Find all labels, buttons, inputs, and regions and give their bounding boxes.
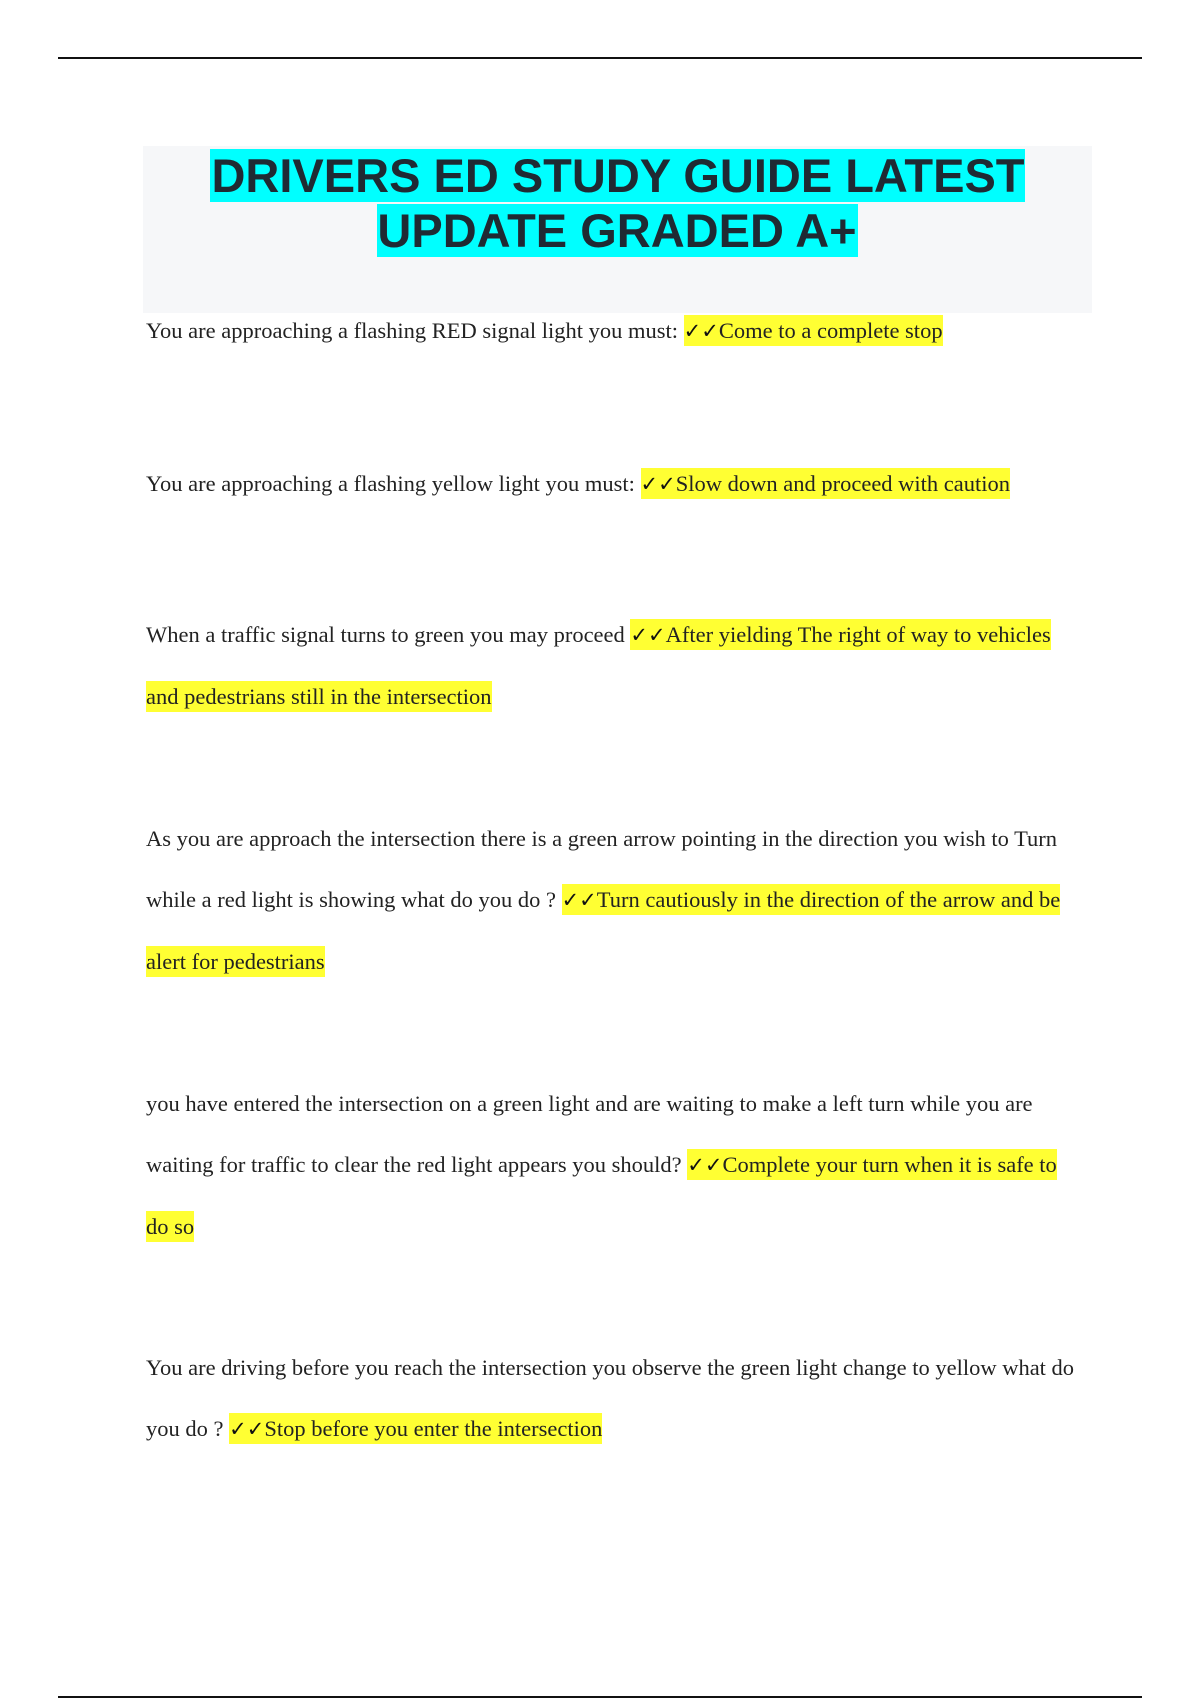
check-icon: ✓✓ xyxy=(630,623,666,647)
question-text: As you are approach the intersection there is a green arrow pointing in the direction you wish to Turn while a red light is showing what do you do ? xyxy=(146,826,1058,912)
qa-item-1 xyxy=(146,300,1076,362)
document-title xyxy=(143,146,1092,258)
title-banner xyxy=(143,146,1092,313)
question-text: You are approaching a flashing RED signal light you must: xyxy=(146,318,679,343)
answer-text: Complete your turn when it is safe to do so xyxy=(146,1152,1057,1239)
qa-item-2 xyxy=(146,453,1076,515)
question-text: You are approaching a flashing yellow light you must: xyxy=(146,471,635,496)
answer-highlight xyxy=(684,315,943,346)
answer-text: Turn cautiously in the direction of the arrow and be alert for pedestrians xyxy=(146,887,1061,974)
footer-rule xyxy=(58,1696,1142,1698)
question-text: When a traffic signal turns to green you may proceed xyxy=(146,622,625,647)
check-icon: ✓✓ xyxy=(229,1417,265,1441)
qa-item-5 xyxy=(146,1073,1076,1257)
answer-highlight xyxy=(229,1413,602,1444)
qa-item-6 xyxy=(146,1337,1076,1460)
answer-text: Stop before you enter the intersection xyxy=(264,1416,603,1441)
qa-item-4 xyxy=(146,808,1076,992)
header-rule xyxy=(58,57,1142,59)
check-icon: ✓✓ xyxy=(683,319,719,343)
check-icon: ✓✓ xyxy=(640,472,676,496)
question-text: you have entered the intersection on a green light and are waiting to make a left turn while you are waiting for traffic to clear the red light appears you should? xyxy=(146,1091,1033,1177)
question-text: You are driving before you reach the intersection you observe the green light change to yellow what do you do ? xyxy=(146,1355,1075,1441)
document-title-text: DRIVERS ED STUDY GUIDE LATEST UPDATE GRADED A+ xyxy=(211,149,1025,257)
check-icon: ✓✓ xyxy=(561,888,597,912)
answer-text: Come to a complete stop xyxy=(718,318,943,343)
answer-highlight xyxy=(641,468,1011,499)
check-icon: ✓✓ xyxy=(687,1153,723,1177)
qa-item-3 xyxy=(146,604,1076,727)
answer-text: Slow down and proceed with caution xyxy=(675,471,1011,496)
answer-text: After yielding The right of way to vehicles and pedestrians still in the intersection xyxy=(146,622,1051,709)
